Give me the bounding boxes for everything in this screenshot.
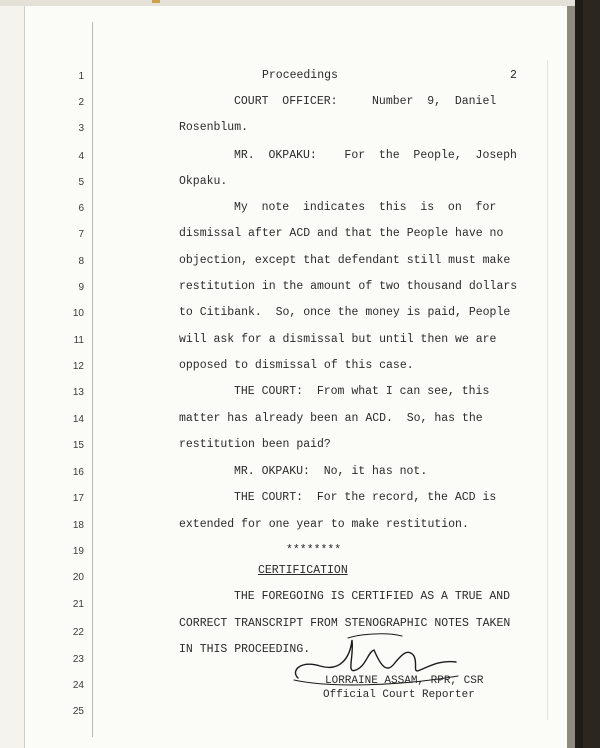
line-number: 11 xyxy=(73,335,84,346)
transcript-line: CORRECT TRANSCRIPT FROM STENOGRAPHIC NOTES TAKEN xyxy=(179,617,511,630)
line-number: 4 xyxy=(78,151,84,162)
transcript-line: Rosenblum. xyxy=(179,121,249,134)
transcript-line: will ask for a dismissal but until then we are xyxy=(179,333,497,346)
line-number: 24 xyxy=(72,680,84,691)
line-number: 2 xyxy=(78,97,84,108)
line-number: 18 xyxy=(72,520,84,531)
transcript-line: objection, except that defendant still must make xyxy=(179,254,511,267)
line-number: 19 xyxy=(72,546,84,557)
line-number: 25 xyxy=(72,706,84,717)
line-number: 21 xyxy=(72,599,84,610)
margin-rule xyxy=(92,22,93,737)
transcript-line: My note indicates this is on for xyxy=(234,201,497,214)
transcript-line: restitution in the amount of two thousand dollars xyxy=(179,280,518,293)
certification-heading: CERTIFICATION xyxy=(258,564,348,577)
line-number: 6 xyxy=(78,203,84,214)
line-number: 7 xyxy=(78,229,84,240)
line-number: 8 xyxy=(78,256,84,267)
reporter-name: LORRAINE ASSAM, RPR, CSR xyxy=(325,675,484,687)
line-number: 10 xyxy=(72,308,84,319)
line-number: 9 xyxy=(78,282,84,293)
transcript-line: restitution been paid? xyxy=(179,438,331,451)
page-number: 2 xyxy=(510,69,517,82)
transcript-line: Okpaku. xyxy=(179,175,228,188)
line-number: 3 xyxy=(78,123,84,134)
line-number: 14 xyxy=(72,414,84,425)
line-number: 13 xyxy=(72,387,84,398)
line-number: 5 xyxy=(78,177,84,188)
transcript-line: COURT OFFICER: Number 9, Daniel xyxy=(234,95,497,108)
line-number: 22 xyxy=(72,627,84,638)
transcript-line: THE COURT: From what I can see, this xyxy=(234,385,490,398)
page-header-title: Proceedings xyxy=(262,69,338,82)
transcript-line: matter has already been an ACD. So, has the xyxy=(179,412,483,425)
transcript-line: THE COURT: For the record, the ACD is xyxy=(234,491,497,504)
transcript-line: IN THIS PROCEEDING. xyxy=(179,643,311,656)
line-number: 17 xyxy=(72,493,84,504)
transcript-line: to Citibank. So, once the money is paid, People xyxy=(179,306,511,319)
transcript-line: THE FOREGOING IS CERTIFIED AS A TRUE AND xyxy=(234,590,511,603)
reporter-title: Official Court Reporter xyxy=(323,689,475,701)
right-rule xyxy=(547,60,548,720)
line-number: 12 xyxy=(72,361,84,372)
page-shadow xyxy=(567,6,575,748)
line-number: 1 xyxy=(78,71,84,82)
separator-stars: ******** xyxy=(286,544,342,557)
transcript-line: opposed to dismissal of this case. xyxy=(179,359,414,372)
line-number: 20 xyxy=(72,572,84,583)
transcript-line: MR. OKPAKU: For the People, Joseph xyxy=(234,149,517,162)
transcript-line: MR. OKPAKU: No, it has not. xyxy=(234,465,428,478)
line-number: 23 xyxy=(72,654,84,665)
line-number: 15 xyxy=(72,440,84,451)
scan-marker xyxy=(152,0,160,3)
transcript-line: dismissal after ACD and that the People have no xyxy=(179,227,504,240)
scanner-edge-inner xyxy=(583,0,600,748)
line-number: 16 xyxy=(72,467,84,478)
transcript-line: extended for one year to make restitution. xyxy=(179,518,469,531)
